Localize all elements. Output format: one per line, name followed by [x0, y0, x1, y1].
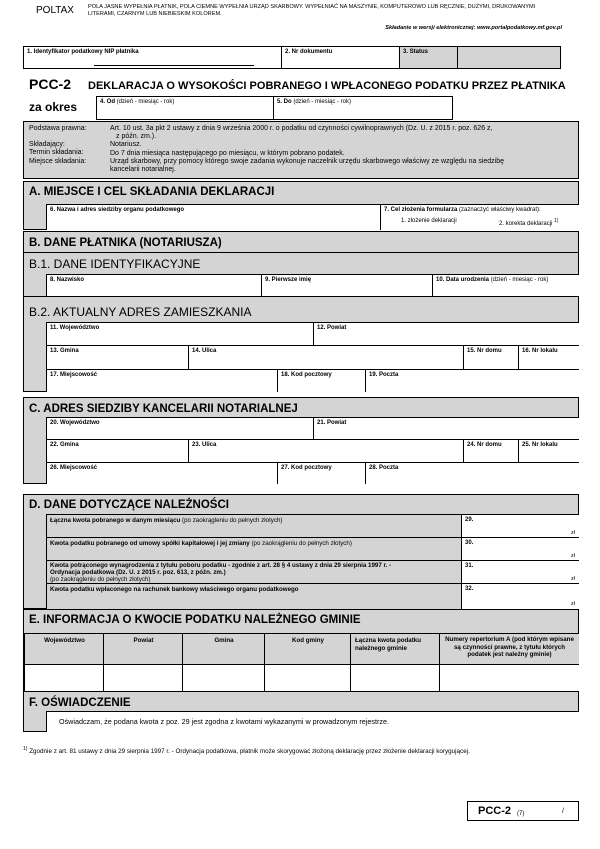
field-21-label: 21. Powiat — [317, 420, 347, 426]
nip-comb — [94, 62, 254, 66]
col-total-amount-header: Łączna kwota podatku należnego gminie — [350, 633, 440, 665]
amount-row-29: Łączna kwota pobranego w danym miesiącu (po zaokrągleniu do pełnych złotych) — [46, 514, 462, 538]
period-to-field[interactable] — [273, 96, 453, 120]
house-number-field[interactable] — [463, 345, 519, 370]
currency-label: zł — [571, 601, 575, 607]
legal-basis-text: Art. 10 ust. 3a pkt 2 ustawy z dnia 9 września 2000 r. o podatku od czynności cywilnoprawnych (Dz. U. z 2015 r. poz. 626 z, — [110, 125, 493, 132]
period-label: za okres — [29, 100, 78, 114]
col-voivodeship-header: Województwo — [24, 633, 104, 665]
status-field — [400, 47, 458, 68]
field-25-label: 25. Nr lokalu — [522, 442, 558, 448]
field-19-label: 19. Poczta — [369, 372, 399, 378]
place-label: Miejsce składania: — [29, 157, 87, 165]
section-e-title: E. INFORMACJA O KWOCIE PODATKU NALEŻNEGO GMINIE — [29, 614, 361, 626]
tax-office-field[interactable] — [46, 204, 381, 230]
section-a-title: A. MIEJSCE I CEL SKŁADANIA DEKLARACJI — [29, 186, 275, 198]
top-fields-box — [23, 46, 561, 69]
voivodeship-cell[interactable] — [24, 664, 104, 691]
field-15-label: 15. Nr domu — [467, 348, 502, 354]
form-system-label: POLTAX — [36, 5, 74, 16]
field-8-label: 8. Nazwisko — [50, 277, 85, 283]
field-16-label: 16. Nr lokalu — [522, 348, 558, 354]
amount-field-30[interactable] — [461, 537, 579, 561]
first-name-field[interactable] — [261, 274, 433, 296]
status-label: 3. Status — [403, 49, 429, 55]
amount-field-32[interactable] — [461, 583, 579, 609]
amount-row-30: Kwota podatku pobranego od umowy spółki kapitałowej i jej zmiany (po zaokrągleniu do pełnych złotych) — [46, 537, 462, 561]
col-commune-code-header: Kod gminy — [264, 633, 351, 665]
to-label: 5. Do — [277, 99, 292, 105]
section-f-title: F. OŚWIADCZENIE — [29, 697, 131, 709]
office-street-field[interactable] — [188, 439, 464, 463]
amount-row-31: Kwota potrąconego wynagrodzenia z tytułu poboru podatku - zgodnie z art. 28 § 4 ustawy z dnia 29 sierpnia 1997 r. - Ordynacja podatkowa (Dz. U. z 2015 r. poz. 613, z późn. zm.) (po zaokrągleniu do pełnych złotych) — [46, 560, 462, 584]
section-d — [23, 494, 579, 609]
section-f — [23, 691, 579, 732]
field-26-label: 26. Miejscowość — [50, 465, 98, 471]
field-10-hint: (dzień - miesiąc - rok) — [490, 277, 549, 283]
section-a — [23, 181, 579, 230]
currency-label: zł — [571, 576, 575, 582]
field-22-label: 22. Gmina — [50, 442, 79, 448]
field-7-hint: (zaznaczyć właściwy kwadrat): — [459, 207, 541, 213]
section-c — [23, 397, 579, 484]
office-apartment-field[interactable] — [518, 439, 579, 463]
office-postal-code-field[interactable] — [277, 462, 366, 484]
section-b2-title: B.2. AKTUALNY ADRES ZAMIESZKANIA — [29, 305, 252, 319]
field-32-label: 32. — [465, 586, 474, 592]
field-24-label: 24. Nr domu — [467, 442, 502, 448]
field-30-label: 30. — [465, 540, 474, 546]
from-label: 4. Od — [100, 99, 116, 105]
section-b-title: B. DANE PŁATNIKA (NOTARIUSZA) — [29, 237, 222, 249]
footnote — [23, 746, 470, 755]
field-23-label: 23. Ulica — [192, 442, 217, 448]
footer-version: (7) — [517, 811, 525, 817]
nip-label: 1. Identyfikator podatkowy NIP płatnika — [27, 49, 139, 55]
field-13-label: 13. Gmina — [50, 348, 79, 354]
period-from-field[interactable] — [96, 96, 274, 120]
field-14-label: 14. Ulica — [192, 348, 217, 354]
section-e — [23, 609, 579, 691]
deadline-label: Termin składania: — [29, 149, 84, 157]
footer-page: / — [562, 808, 564, 815]
field-10-label: 10. Data urodzenia — [436, 277, 490, 283]
to-hint: (dzień - miesiąc - rok) — [293, 99, 352, 105]
amount-row-32: Kwota podatku wpłaconego na rachunek bankowy właściwego organu podatkowego — [46, 583, 462, 609]
birth-date-field[interactable] — [432, 274, 579, 296]
place-text: Urząd skarbowy, przy pomocy którego swoje zadania wykonuje naczelnik urzędu skarbowego właściwy ze względu na siedzibę — [110, 157, 505, 165]
currency-label: zł — [571, 530, 575, 536]
form-footer-box — [467, 801, 579, 821]
form-title: DEKLARACJA O WYSOKOŚCI POBRANEGO I WPŁACONEGO PODATKU PRZEZ PŁATNIKA — [88, 80, 566, 92]
surname-field[interactable] — [46, 274, 262, 296]
field-9-label: 9. Pierwsze imię — [265, 277, 312, 283]
repertory-cell[interactable] — [439, 664, 579, 691]
legal-basis-label: Podstawa prawna: — [29, 125, 87, 132]
nip-field[interactable] — [24, 47, 282, 68]
field-28-label: 28. Poczta — [369, 465, 399, 471]
from-hint: (dzień - miesiąc - rok) — [116, 99, 175, 105]
section-c-title: C. ADRES SIEDZIBY KANCELARII NOTARIALNEJ — [29, 403, 298, 415]
option-submission[interactable]: 1. złożenie deklaracji — [401, 218, 457, 224]
post-office-field[interactable] — [365, 369, 579, 392]
field-17-label: 17. Miejscowość — [50, 372, 98, 378]
submitter-label: Składający: — [29, 141, 65, 149]
postal-code-field[interactable] — [277, 369, 366, 392]
commune-field[interactable] — [46, 345, 189, 370]
col-commune-header: Gmina — [182, 633, 265, 665]
city-field[interactable] — [46, 369, 278, 392]
field-31-label: 31. — [465, 563, 474, 569]
footer-form-code: PCC-2 — [478, 805, 512, 817]
county-field[interactable] — [313, 322, 579, 346]
voivodeship-field[interactable] — [46, 322, 314, 346]
document-number-field[interactable] — [282, 47, 400, 68]
section-d-title: D. DANE DOTYCZĄCE NALEŻNOŚCI — [29, 499, 229, 511]
col-county-header: Powiat — [103, 633, 183, 665]
deadline-text: Do 7 dnia miesiąca następującego po miesiącu, w którym pobrano podatek. — [110, 149, 345, 157]
form-code-title: PCC-2 — [29, 76, 72, 92]
field-12-label: 12. Powiat — [317, 325, 347, 331]
field-18-label: 18. Kod pocztowy — [281, 372, 332, 378]
col-repertory-header: Numery repertorium A (pod którym wpisane są czynności prawne, z tytułu których podatek jest należny gminie) — [439, 633, 579, 665]
county-cell[interactable] — [103, 664, 183, 691]
office-post-office-field[interactable] — [365, 462, 579, 484]
field-29-label: 29. — [465, 517, 474, 523]
field-7-label: 7. Cel złożenia formularza — [384, 207, 458, 213]
submitter-text: Notariusz. — [110, 141, 142, 149]
commune-cell[interactable] — [182, 664, 265, 691]
field-11-label: 11. Województwo — [50, 325, 100, 331]
purpose-field — [380, 204, 579, 230]
declaration-statement: Oświadczam, że podana kwota z poz. 29 jest zgodna z kwotami wykazanymi w prowadzonym rejestrze. — [46, 711, 579, 732]
street-field[interactable] — [188, 345, 464, 370]
apartment-number-field[interactable] — [518, 345, 579, 370]
header-instructions: POLA JASNE WYPEŁNIA PŁATNIK, POLA CIEMNE WYPEŁNIA URZĄD SKARBOWY. WYPEŁNIAĆ NA MASZYNIE, KOMPUTEROWO LUB RĘCZNIE, DUŻYMI, DRUKOWANYMI LITERAMI, CZARNYM LUB NIEBIESKIM KOLOREM. — [88, 4, 536, 17]
legal-info-box — [23, 121, 579, 179]
footnote-ref: 1) — [554, 218, 559, 224]
office-county-field[interactable] — [313, 417, 579, 439]
field-27-label: 27. Kod pocztowy — [281, 465, 332, 471]
doc-no-label: 2. Nr dokumentu — [285, 49, 333, 55]
office-commune-field[interactable] — [46, 439, 189, 463]
option-correction[interactable]: 2. korekta deklaracji $^{1)}$ — [499, 218, 559, 227]
office-voivodeship-field[interactable] — [46, 417, 314, 439]
office-house-number-field[interactable] — [463, 439, 519, 463]
footnote-text: Zgodnie z art. 81 ustawy z dnia 29 sierpnia 1997 r. - Ordynacja podatkowa, płatnik może skorygować złożoną deklarację przez złożenie deklaracji korygującej. — [29, 748, 470, 756]
legal-basis-text-cont: z późn. zm.). — [116, 133, 157, 141]
amount-field-31[interactable] — [461, 560, 579, 584]
amount-field-29[interactable] — [461, 514, 579, 538]
commune-code-cell[interactable] — [264, 664, 351, 691]
currency-label: zł — [571, 553, 575, 559]
total-amount-cell[interactable] — [350, 664, 440, 691]
electronic-filing-note: Składanie w wersji elektronicznej: www.portalpodatkowy.mf.gov.pl — [385, 25, 562, 31]
field-20-label: 20. Województwo — [50, 420, 100, 426]
section-b1-title: B.1. DANE IDENTYFIKACYJNE — [29, 257, 201, 271]
place-text-cont: kancelarii notarialnej. — [110, 166, 176, 174]
office-city-field[interactable] — [46, 462, 278, 484]
section-b — [23, 231, 579, 392]
footnote-mark: 1) — [23, 746, 28, 752]
field-6-label: 6. Nazwa i adres siedziby organu podatkowego — [50, 207, 185, 213]
